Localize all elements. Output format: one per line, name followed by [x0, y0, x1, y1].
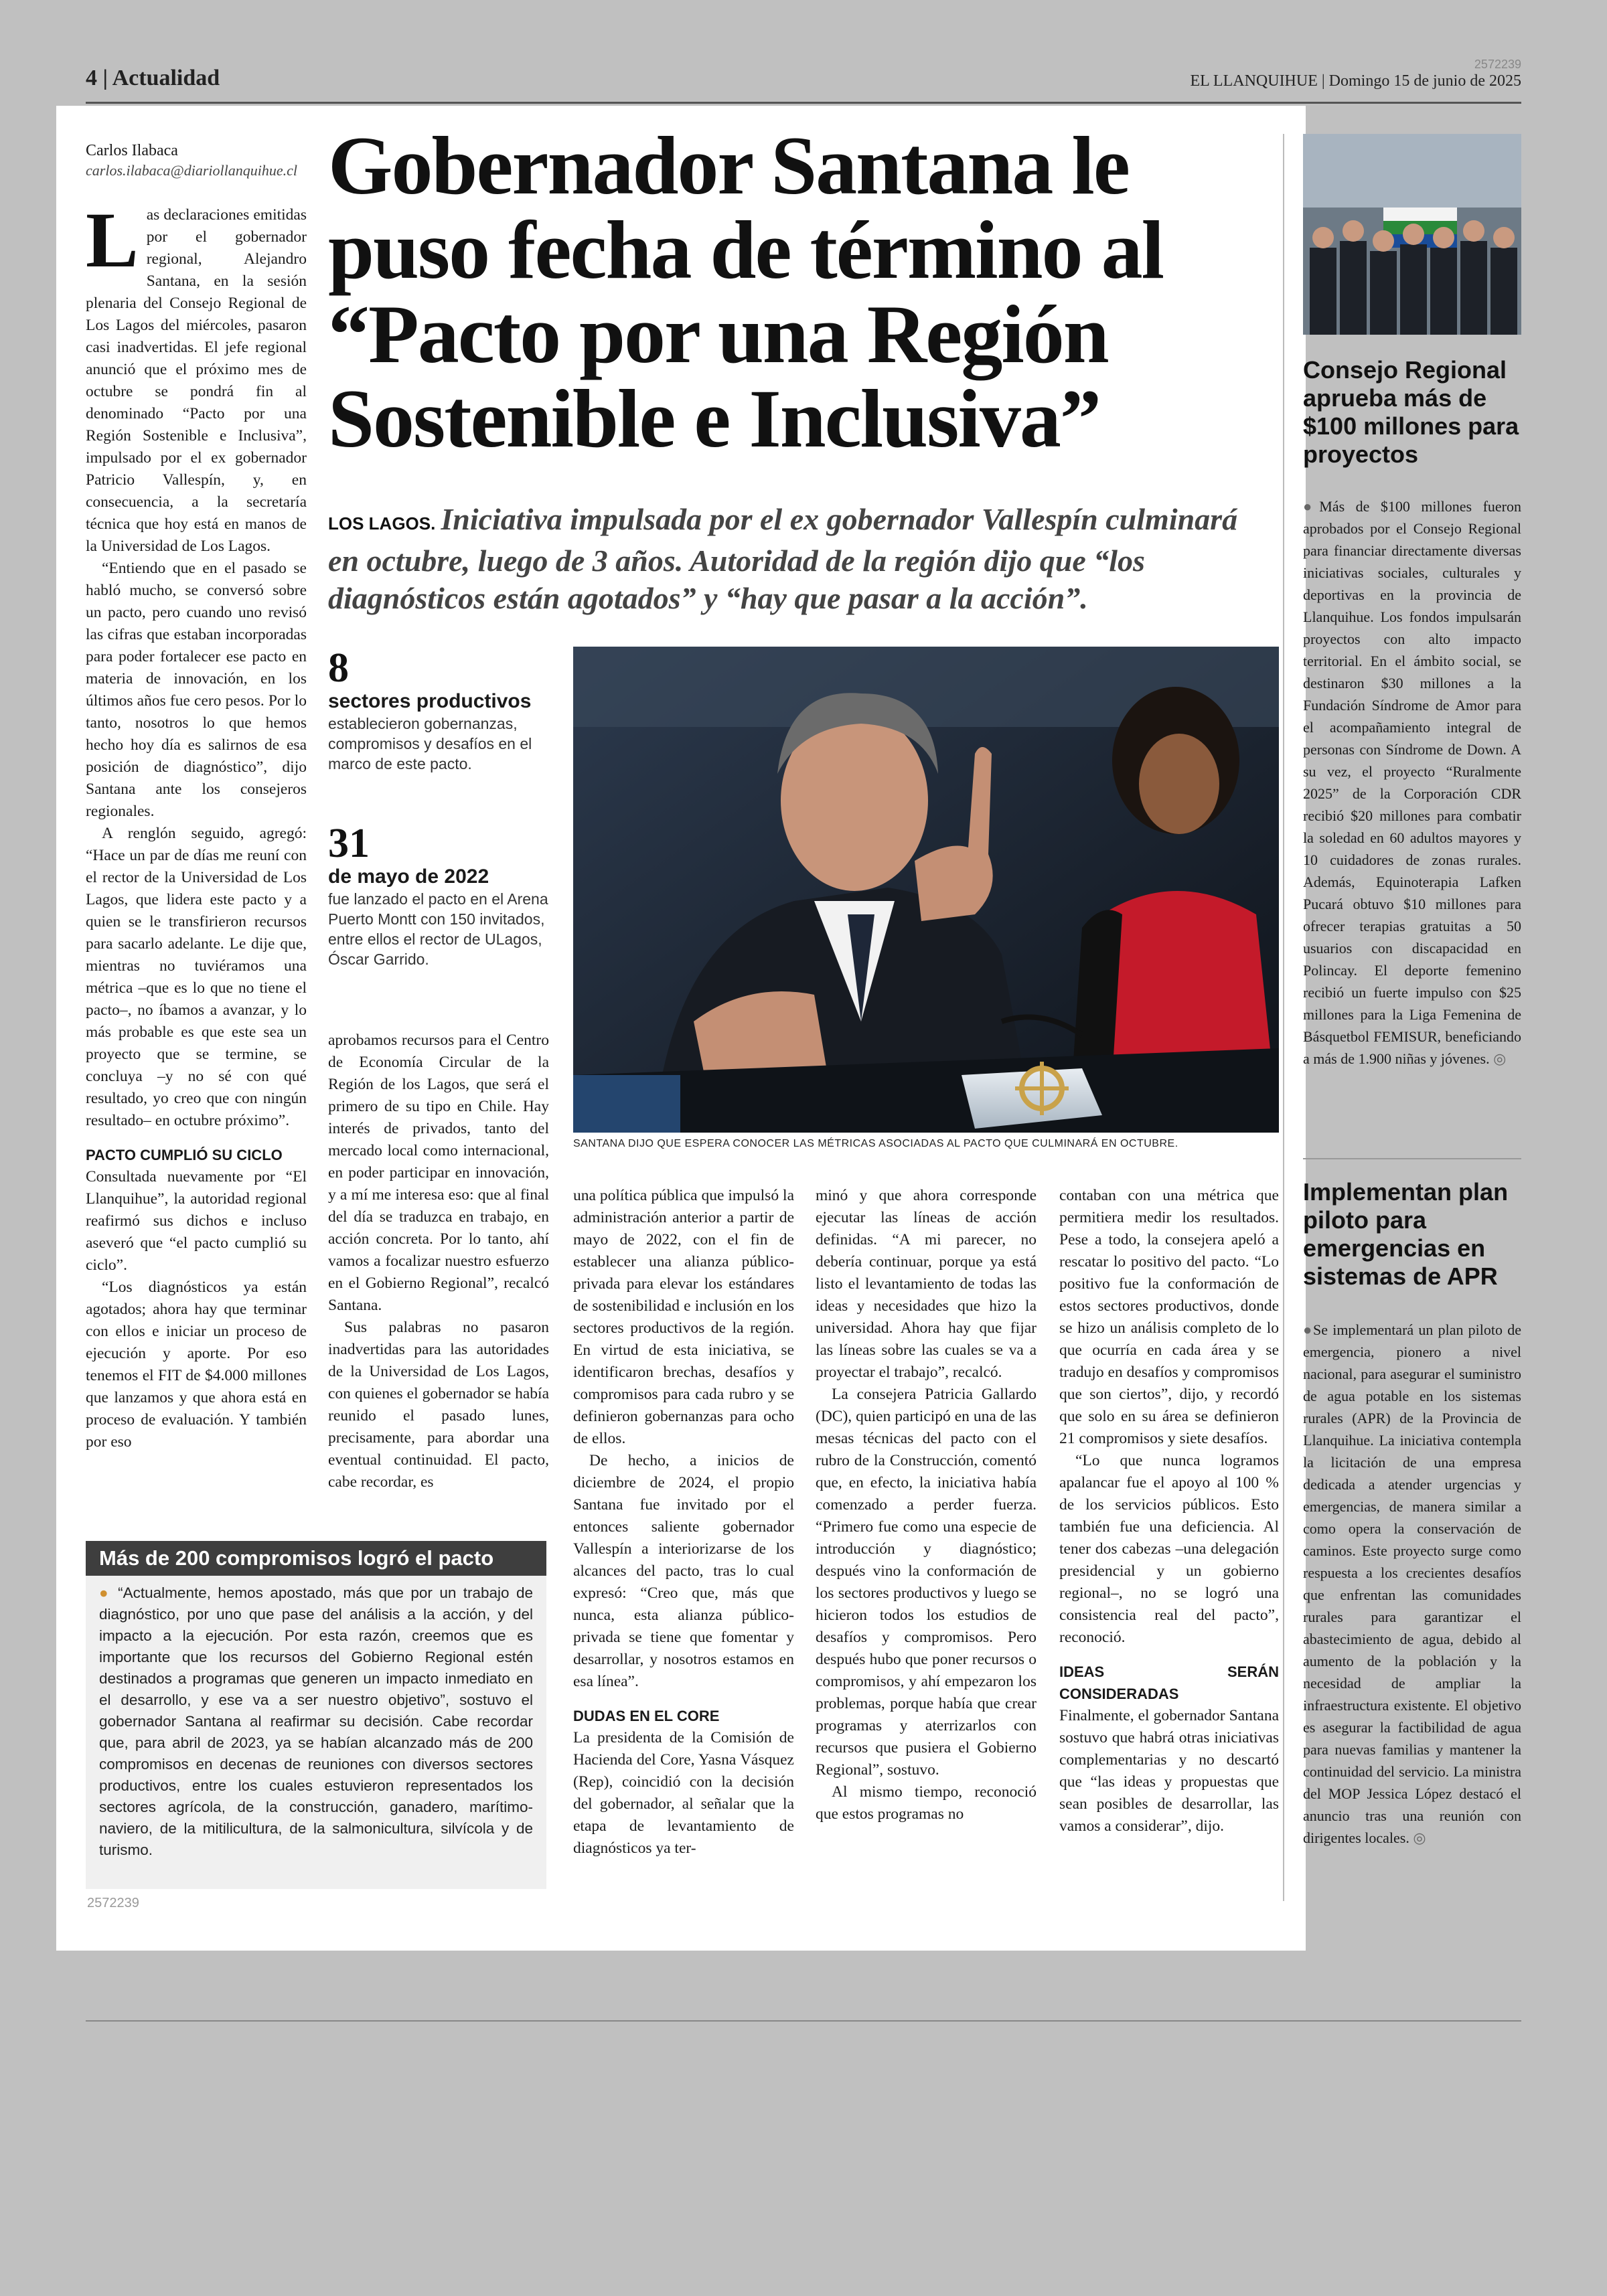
sidebar-photo [1303, 134, 1521, 335]
bullet-icon: ● [1303, 1321, 1313, 1338]
stat-label: sectores productivos [328, 690, 532, 712]
bullet-icon: ● [99, 1584, 119, 1601]
body-column-3 [573, 1185, 794, 1860]
sidebar-headline-2: Implementan plan piloto para emergencias en sistemas de APR [1303, 1178, 1509, 1290]
sidebar-text-2 [1303, 1319, 1521, 1849]
sidebar-divider [1283, 134, 1284, 1901]
page-header [86, 58, 1521, 104]
sidebar-text-1 [1303, 495, 1521, 1070]
stat-number: 31 [328, 821, 370, 866]
publication-date: EL LLANQUIHUE | Domingo 15 de junio de 2025 [1190, 72, 1521, 90]
lead-kicker: LOS LAGOS. [328, 513, 436, 534]
paragraph: A renglón seguido, agregó: “Hace un par de días me reuní con el rector de la Universidad de Los Lagos, que lidera este pacto y a quien se le transfirieron recursos para sacarlo adelante. Le dije que, mientras no tuviéramos una métrica –que es lo que no tiene el pacto–, no íbamos a avanzar, y lo más probable es que este sea un proyecto que se termine, se concluya –y no sé con qué resultado, yo creo que con ningún resultado– en octubre próximo”. [86, 825, 307, 1129]
author-name: Carlos Ilabaca [86, 142, 178, 159]
paragraph: Sus palabras no pasaron inadvertidas para las autoridades de la Universidad de Los Lagos, con quienes el gobernador se había reunido el pasado lunes, precisamente, para abordar una eventual continuidad. El pacto, cabe recordar, es [328, 1319, 549, 1491]
info-box-body: “Actualmente, hemos apostado, más que por un trabajo de diagnóstico, por uno que pase del análisis a la acción, y del impacto a la ejecución. Por esta razón, creemos que es importante que los recursos del Gobierno Regional estén destinados a programas que generen un impacto inmediato en el desarrollo, y ese va a ser nuestro objetivo”, sostuvo el gobernador Santana al reafirmar su decisión. Cabe recordar que, para abril de 2023, ya se habían alcanzado más de 200 compromisos en decenas de reuniones con diversos sectores productivos, entre los cuales estuvieron representados los sectores agrícola, de la construcción, ganadero, marítimo-naviero, de la mitilicultura, de la salmonicultura, silvícola y de turismo. [99, 1584, 533, 1858]
lead-text: Iniciativa impulsada por el ex gobernador Vallespín culminará en octubre, luego de 3 años. Autoridad de la región dijo que “los diagnósticos están agotados” y “hay que pasar a la acción”. [328, 502, 1238, 615]
sidebar-body-2: Se implementará un plan piloto de emergencia, pionero a nivel nacional, para asegurar el suministro de agua potable en los sistemas rurales (APR) de la Provincia de Llanquihue. La iniciativa contempla la licitación de una empresa dedicada a atender urgencias y emergencias, de manera similar a como opera la conservación de caminos. Este proyecto surge como respuesta a los crecientes desafíos que enfrentan las comunidades rurales para garantizar el abastecimiento de agua, debido al aumento de la población y la necesidad de ampliar la infraestructura existente. El objetivo es asegurar la factibilidad de agua para nuevas familias y mantener la continuidad del servicio. La ministra del MOP Jessica López destacó el anuncio tras una reunión con dirigentes locales. [1303, 1321, 1521, 1846]
end-mark-icon: ◎ [1493, 1050, 1507, 1067]
section-label: 4 | Actualidad [86, 66, 220, 90]
bullet-icon: ● [1303, 498, 1320, 515]
subheading: DUDAS EN EL CORE [573, 1708, 720, 1724]
stat-number: 8 [328, 645, 349, 691]
headline: Gobernador Santana le puso fecha de término al “Pacto por una Región Sostenible e Inclusiva” [328, 120, 1164, 465]
info-box [86, 1541, 546, 1889]
stat-sectors [328, 647, 556, 774]
paragraph: “Los diagnósticos ya están agotados; ahora hay que terminar con ellos e iniciar un proceso de ejecución y aporte. Por eso tenemos el FIT de $4.000 millones que lanzamos y que ahora está en proceso de evaluación. Y también por eso [86, 1279, 307, 1451]
paragraph: minó y que ahora corresponde ejecutar las líneas de acción definidas. “A mi parecer, no debería continuar, porque ya está listo el levantamiento de todas las ideas y necesidades que hizo la universidad. Ahora hay que fijar las líneas sobre las cuales se va a proyectar el trabajo”, recalcó. [816, 1187, 1037, 1381]
sidebar-headline-1: Consejo Regional aprueba más de $100 millones para proyectos [1303, 356, 1519, 468]
bottom-rule [86, 2020, 1521, 2022]
sidebar-body-1: Más de $100 millones fueron aprobados por el Consejo Regional para financiar directamente diversas iniciativas sociales, culturales y deportivas en la provincia de Llanquihue. Los fondos impulsarán proyectos con alto impacto territorial. En el ámbito social, se destinaron $30 millones a la Fundación Síndrome de Amor para el acompañamiento integral de personas con Síndrome de Down. A su vez, el proyecto “Ruralmente 2025” de la Corporación CDR recibió $20 millones para combatir la soledad en 60 adultos mayores y 10 cuidadores de zonas rurales. Además, Equinoterapia Lafken Pucará obtuvo $10 millones para ofrecer terapias gratuitas a 50 usuarios con discapacidad en Polincay. El deporte femenino recibió un fuerte impulso con $25 millones para la Liga Femenina de Básquetbol FEMISUR, beneficiando a más de 1.900 niñas y jóvenes. [1303, 498, 1521, 1067]
subheading: PACTO CUMPLIÓ SU CICLO [86, 1147, 283, 1163]
body-column-2 [328, 1030, 549, 1493]
sidebar-rule [1303, 1158, 1521, 1159]
subheading: IDEAS SERÁN CONSIDERADAS [1059, 1663, 1279, 1702]
body-column-5 [1059, 1185, 1279, 1837]
paragraph: una política pública que impulsó la administración anterior a partir de mayo de 2022, con el fin de establecer una alianza público-privada para elevar los estándares de sostenibilidad e inclusión en los sectores productivos de la región. En virtud de esta iniciativa, se identificaron brechas, desafíos y compromisos para cada rubro y se definieron gobernanzas para ocho de ellos. [573, 1187, 794, 1447]
stat-description: establecieron gobernanzas, compromisos y desafíos en el marco de este pacto. [328, 715, 532, 772]
byline [86, 141, 300, 181]
info-box-text [86, 1576, 546, 1868]
photo-illustration [573, 647, 1279, 1133]
article-photo [573, 647, 1279, 1133]
group-photo-illustration [1303, 134, 1521, 335]
paragraph: La presidenta de la Comisión de Hacienda del Core, Yasna Vásquez (Rep), coincidió con la decisión del gobernador, al señalar que la etapa de levantamiento de diagnósticos ya ter- [573, 1729, 794, 1857]
paragraph: La consejera Patricia Gallardo (DC), quien participó en una de las mesas técnicas del pacto con el rubro de la Construcción, comentó que, en efecto, la iniciativa había comenzado a perder fuerza. “Primero fue como una especie de introducción y diagnóstico; después vino la conformación de los sectores productivos y luego se hicieron todos los estudios de desafíos y compromisos. Pero después hubo que poner recursos o compromisos, y ahí empezaron los problemas, porque había que crear programas y aterrizarlos con recursos que pusiera el Gobierno Regional”, sostuvo. [816, 1386, 1037, 1779]
stat-date [328, 822, 556, 969]
dropcap: L [86, 196, 139, 284]
end-mark-icon: ◎ [1413, 1829, 1426, 1846]
paragraph: Al mismo tiempo, reconoció que estos programas no [816, 1783, 1037, 1823]
footer-code: 2572239 [87, 1896, 139, 1910]
paragraph: contaban con una métrica que permitiera medir los resultados. Pese a todo, la consejera apeló a rescatar lo positivo del pacto. “Lo positivo fue la conformación de estos sectores productivos, donde se hizo un análisis completo de lo que ocurría en cada área y se tradujo en desafíos y compromisos que son ciertos”, dijo, y recordó que solo en su área se definieron 21 compromisos y siete desafíos. [1059, 1187, 1279, 1447]
body-column-1 [86, 196, 307, 1453]
stat-label: de mayo de 2022 [328, 866, 489, 888]
paragraph: De hecho, a inicios de diciembre de 2024, el propio Santana fue invitado por el entonces saliente gobernador Vallespín a interiorizarse de los alcances del pacto, tras lo cual expresó: “Creo que, más que nunca, esta alianza público-privada se tiene que fomentar y desarrollar, y nosotros estamos en esa línea”. [573, 1452, 794, 1690]
page-code: 2572239 [1474, 58, 1521, 71]
paragraph: aprobamos recursos para el Centro de Economía Circular de la Región de los Lagos, que será el primero de su tipo en Chile. Hay interés de privados, tanto del mercado local como internacional, en poder participar en innovación, y a mí me interesa eso: que al final del día se traduzca en trabajo, en acción concreta. Por lo tanto, ahí vamos a focalizar nuestro esfuerzo en el Gobierno Regional”, recalcó Santana. [328, 1032, 549, 1314]
paragraph: “Lo que nunca logramos apalancar fue el apoyo al 100 % de los servicios públicos. Esto también fue una deficiencia. Al tener dos cabezas –una delegación presidencial y un gobierno regional–, no se logró una consistencia real del pacto”, reconoció. [1059, 1452, 1279, 1646]
stat-description: fue lanzado el pacto en el Arena Puerto Montt con 150 invitados, entre ellos el rector de ULagos, Óscar Garrido. [328, 890, 548, 968]
paragraph: Consultada nuevamente por “El Llanquihue”, la autoridad regional reafirmó sus dichos e incluso aseveró que “el pacto cumplió su ciclo”. [86, 1168, 307, 1274]
photo-caption: SANTANA DIJO QUE ESPERA CONOCER LAS MÉTRICAS ASOCIADAS AL PACTO QUE CULMINARÁ EN OCTUBRE. [573, 1138, 1178, 1149]
paragraph: “Entiendo que en el pasado se habló mucho, se conversó sobre un pacto, pero cuando uno revisó las cifras que estaban incorporadas para poder fortalecer ese pacto en materia de innovación, en los últimos años fue cero pesos. Por lo tanto, nosotros lo que hemos hecho hoy día es salirnos de esa posición de diagnóstico”, dijo Santana ante los consejeros regionales. [86, 560, 307, 820]
paragraph: as declaraciones emitidas por el gobernador regional, Alejandro Santana, en la sesión plenaria del Consejo Regional de Los Lagos del miércoles, pasaron casi inadvertidas. El jefe regional anunció que el próximo mes de octubre se pondrá fin al denominado “Pacto por una Región Sostenible e Inclusiva”, impulsado por el ex gobernador Patricio Vallespín, y, en consecuencia, a la secretaría técnica que hoy está en manos de la Universidad de Los Lagos. [86, 206, 307, 555]
info-box-title: Más de 200 compromisos logró el pacto [86, 1541, 546, 1576]
body-column-4 [816, 1185, 1037, 1825]
paragraph: Finalmente, el gobernador Santana sostuvo que habrá otras iniciativas complementarias y no descartó que “las ideas y propuestas que sean posibles de desarrollar, las vamos a considerar”, dijo. [1059, 1707, 1279, 1835]
lead-paragraph [328, 501, 1266, 617]
author-email[interactable]: carlos.ilabaca@diariollanquihue.cl [86, 162, 297, 179]
